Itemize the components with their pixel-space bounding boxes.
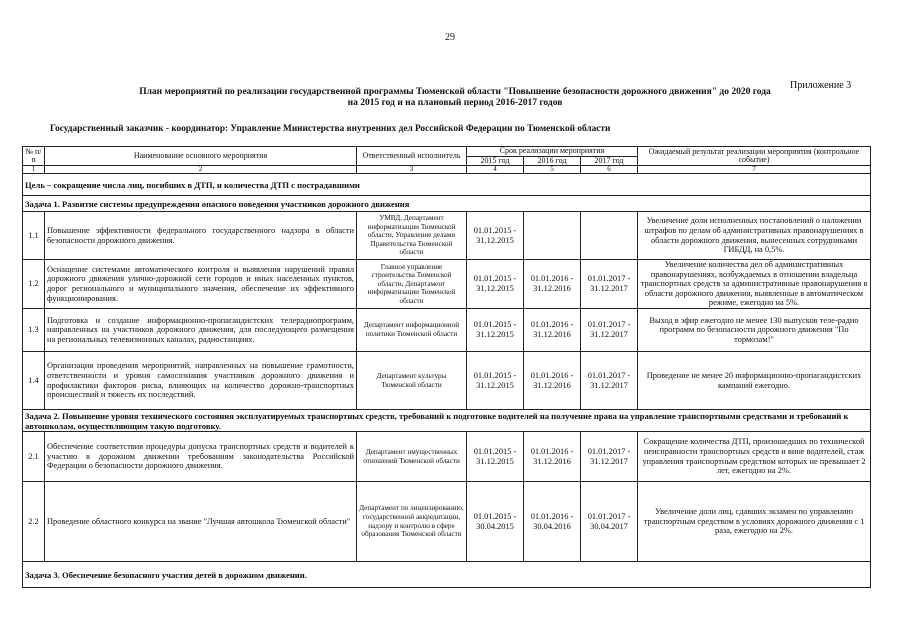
row-2015: 01.01.2015 - 30.04.2015 <box>467 482 524 562</box>
row-2017: 01.01.2017 - 31.12.2017 <box>581 352 638 410</box>
appendix-label: Приложение 3 <box>790 80 852 91</box>
task-2-row <box>23 410 871 432</box>
row-name: Организация проведения мероприятий, направленных на повышение грамотности, ответственности и уровня самосознания участников дорожного движения и профилактики факторов риска, влияющих на количество дорожно-транспортных происшествий и тяжесть их последствий. <box>45 352 357 410</box>
row-2017: 01.01.2017 - 30.04.2017 <box>581 482 638 562</box>
col-number: 5 <box>524 166 581 174</box>
col-number: 7 <box>638 166 871 174</box>
row-name: Проведение областного конкурса на звание "Лучшая автошкола Тюменской области" <box>45 482 357 562</box>
column-number-row <box>23 166 871 174</box>
row-result: Увеличение доли лиц, сдавших экзамен по управлению транспортным средством в условиях дорожного движения с 1 раза, ежегодно на 2%. <box>638 482 871 562</box>
col-number: 4 <box>467 166 524 174</box>
row-2016: 01.01.2016 - 30.04.2016 <box>524 482 581 562</box>
row-2016: 01.01.2016 - 31.12.2016 <box>524 352 581 410</box>
row-2016: 01.01.2016 - 31.12.2016 <box>524 309 581 352</box>
row-num: 2.2 <box>23 482 45 562</box>
row-result: Увеличение количества дел об административных правонарушениях, возбуждаемых в отношении владельца транспортных средств за административные правонарушения в области дорожного движения, выявленные в автоматическом режиме, ежегодно на 5%. <box>638 260 871 309</box>
state-customer: Государственный заказчик - координатор: Управление Министерства внутренних дел Российской Федерации по Тюменской области <box>50 124 611 134</box>
row-name: Повышение эффективности федерального государственного надзора в области безопасности дорожного движения. <box>45 212 357 260</box>
title-line-1: План мероприятий по реализации государственной программы Тюменской области "Повышение безопасности дорожного движения" до 2020 года <box>139 87 771 97</box>
row-executor: Департамент информационной политики Тюменской области <box>357 309 467 352</box>
row-2017: 01.01.2017 - 31.12.2017 <box>581 309 638 352</box>
task-1-text: Задача 1. Развитие системы предупреждения опасного поведения участников дорожного движения <box>23 196 871 212</box>
row-2016: 01.01.2016 - 31.12.2016 <box>524 260 581 309</box>
row-2016: 01.01.2016 - 31.12.2016 <box>524 432 581 482</box>
row-2015: 01.01.2015 - 31.12.2015 <box>467 352 524 410</box>
row-num: 1.2 <box>23 260 45 309</box>
header-name: Наименование основного мероприятия <box>45 147 357 166</box>
row-executor: Департамент имущественных отношений Тюменской области <box>357 432 467 482</box>
row-2015: 01.01.2015 - 31.12.2015 <box>467 309 524 352</box>
row-name: Обеспечение соответствия процедуры допуска транспортных средств и водителей к участию в дорожном движении требованиям законодательства Российской Федерации о безопасности дорожного движения. <box>45 432 357 482</box>
table-row <box>23 352 871 410</box>
goal-text: Цель – сокращение числа лиц, погибших в ДТП, и количества ДТП с пострадавшими <box>23 174 871 196</box>
document-title <box>130 87 780 109</box>
header-2016: 2016 год <box>524 156 581 166</box>
table-row <box>23 482 871 562</box>
row-2015: 01.01.2015 - 31.12.2015 <box>467 260 524 309</box>
goal-row <box>23 174 871 196</box>
header-period: Срок реализации мероприятия <box>467 147 638 157</box>
task-2-text: Задача 2. Повышение уровня технического состояния эксплуатируемых транспортных средств, требований к подготовке водителей на получение права на управление транспортными средствами и требований к автошколам, осуществляющим такую подготовку. <box>23 410 871 432</box>
row-result: Выход в эфир ежегодно не менее 130 выпусков теле-радио программ по безопасности дорожного движения "По тормозам!" <box>638 309 871 352</box>
header-2015: 2015 год <box>467 156 524 166</box>
row-name: Оснащение системами автоматического контроля и выявления нарушений правил дорожного движения улично-дорожной сети городов и иных населенных пунктов, дорог регионального и муниципального значения, обеспечение их эффективного функционирования. <box>45 260 357 309</box>
row-executor: Департамент культуры Тюменской области <box>357 352 467 410</box>
col-number: 2 <box>45 166 357 174</box>
col-number: 1 <box>23 166 45 174</box>
row-2017 <box>581 212 638 260</box>
header-row-1 <box>23 147 871 157</box>
task-1-row <box>23 196 871 212</box>
row-num: 1.4 <box>23 352 45 410</box>
row-executor: Департамент по лицензированию, государственной аккредитации, надзору и контролю в сфере образования Тюменской области <box>357 482 467 562</box>
col-number: 6 <box>581 166 638 174</box>
row-2017: 01.01.2017 - 31.12.2017 <box>581 260 638 309</box>
title-line-2: на 2015 год и на плановый период 2016-2017 годов <box>347 98 563 108</box>
row-result: Проведение не менее 20 информационно-пропагандистских кампаний ежегодно. <box>638 352 871 410</box>
row-2015: 01.01.2015 - 31.12.2015 <box>467 432 524 482</box>
action-plan-table <box>22 146 871 588</box>
row-executor: УМВД, Департамент информатизации Тюменской области, Управление делами Правительства Тюменской области <box>357 212 467 260</box>
row-result: Сокращение количества ДТП, произошедших по технической неисправности транспортных средств и вине водителей, стаж управления транспортным средством которых не превышает 2 лет, ежегодно на 2%. <box>638 432 871 482</box>
header-num: № п/п <box>23 147 45 166</box>
table-row <box>23 309 871 352</box>
table-row <box>23 432 871 482</box>
row-num: 1.3 <box>23 309 45 352</box>
page-number: 29 <box>445 32 455 43</box>
task-3-row <box>23 562 871 588</box>
row-result: Увеличение доли исполненных постановлений о наложении штрафов по делам об административных правонарушениях в области дорожного движения, вынесенных сотрудниками ГИБДД, на 0,5%. <box>638 212 871 260</box>
col-number: 3 <box>357 166 467 174</box>
header-executor: Ответственный исполнитель <box>357 147 467 166</box>
row-2015: 01.01.2015 - 31.12.2015 <box>467 212 524 260</box>
row-executor: Главное управление строительства Тюменской области, Департамент информатизации Тюменской области <box>357 260 467 309</box>
row-name: Подготовка и создание информационно-пропагандистских телерадиопрограмм, направленных на участников дорожного движения, для последующего размещения на региональных телевизионных каналах, радиостанциях. <box>45 309 357 352</box>
task-3-text: Задача 3. Обеспечение безопасного участия детей в дорожном движении. <box>23 562 871 588</box>
row-2016 <box>524 212 581 260</box>
row-2017: 01.01.2017 - 31.12.2017 <box>581 432 638 482</box>
row-num: 1.1 <box>23 212 45 260</box>
table-row <box>23 260 871 309</box>
row-num: 2.1 <box>23 432 45 482</box>
table-row <box>23 212 871 260</box>
header-2017: 2017 год <box>581 156 638 166</box>
header-result: Ожидаемый результат реализации мероприятия (контрольное событие) <box>638 147 871 166</box>
